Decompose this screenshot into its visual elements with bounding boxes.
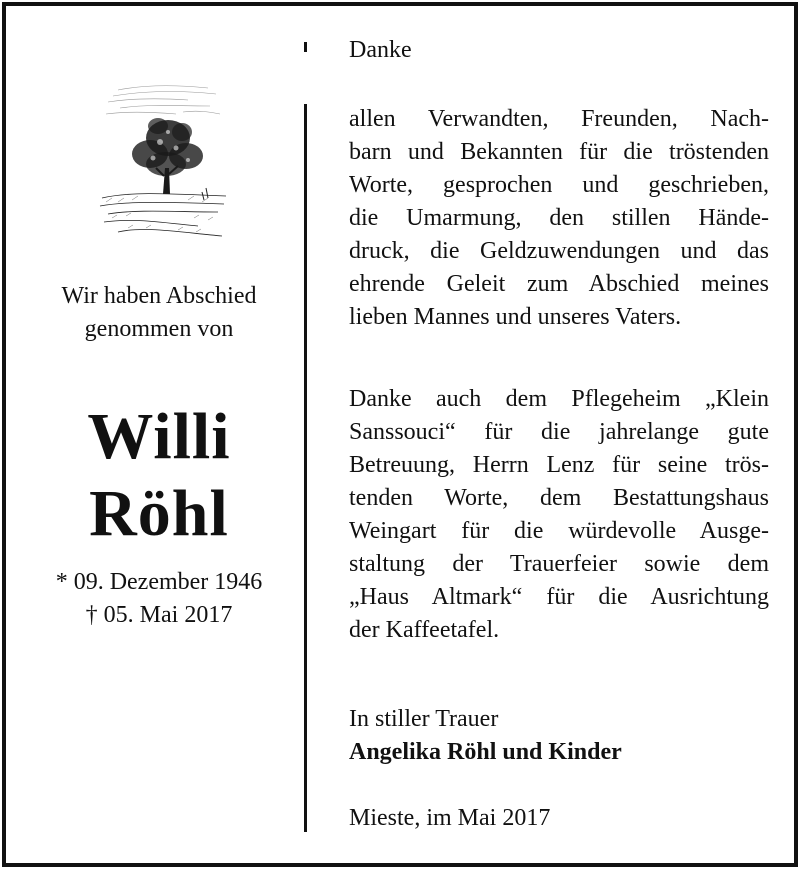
closing-block [349, 703, 769, 769]
place-date: Mieste, im Mai 2017 [349, 805, 551, 831]
life-dates [6, 566, 312, 632]
heading-text: Danke [349, 37, 412, 63]
place-date-block [349, 802, 769, 835]
left-column [6, 6, 312, 863]
column-divider-top [304, 42, 307, 52]
message-heading [349, 34, 769, 67]
paragraph-line: druck, die Geldzuwendungen und das [349, 238, 769, 264]
thanks-paragraph-care [349, 383, 769, 647]
closing-text: In stiller Trauer [349, 706, 499, 732]
paragraph-line: Weingart für die würdevolle Ausge- [349, 518, 769, 544]
paragraph-line: staltung der Trauerfeier sowie dem [349, 551, 769, 577]
thanks-paragraph [349, 103, 769, 334]
paragraph-line: Worte, gesprochen und geschrieben, [349, 172, 769, 198]
paragraph-line: allen Verwandten, Freunden, Nach- [349, 106, 769, 132]
paragraph-line: der Kaffeetafel. [349, 617, 500, 643]
paragraph-line: lieben Mannes und unseres Vaters. [349, 304, 682, 330]
paragraph-line: ehrende Geleit zum Abschied meines [349, 271, 769, 297]
intro-line: genommen von [84, 316, 234, 342]
deceased-first-name: Willi [87, 400, 231, 473]
paragraph-line: barn und Bekannten für die tröstenden [349, 139, 769, 165]
birth-date: * 09. Dezember 1946 [55, 569, 263, 595]
obituary-notice [2, 2, 798, 867]
deceased-last-name: Röhl [89, 477, 229, 550]
signature: Angelika Röhl und Kinder [349, 739, 622, 765]
death-date: † 05. Mai 2017 [85, 602, 233, 628]
paragraph-line: Sanssouci“ für die jahrelange gute [349, 419, 769, 445]
intro-line: Wir haben Abschied [61, 283, 257, 309]
farewell-intro [6, 280, 312, 346]
tree-landscape-illustration [98, 76, 228, 246]
paragraph-line: Danke auch dem Pflegeheim „Klein [349, 386, 769, 412]
paragraph-line: „Haus Altmark“ für die Ausrichtung [349, 584, 769, 610]
paragraph-line: tenden Worte, dem Bestattungshaus [349, 485, 769, 511]
column-divider [304, 104, 307, 832]
paragraph-line: Betreuung, Herrn Lenz für seine trös- [349, 452, 769, 478]
paragraph-line: die Umarmung, den stillen Hände- [349, 205, 769, 231]
